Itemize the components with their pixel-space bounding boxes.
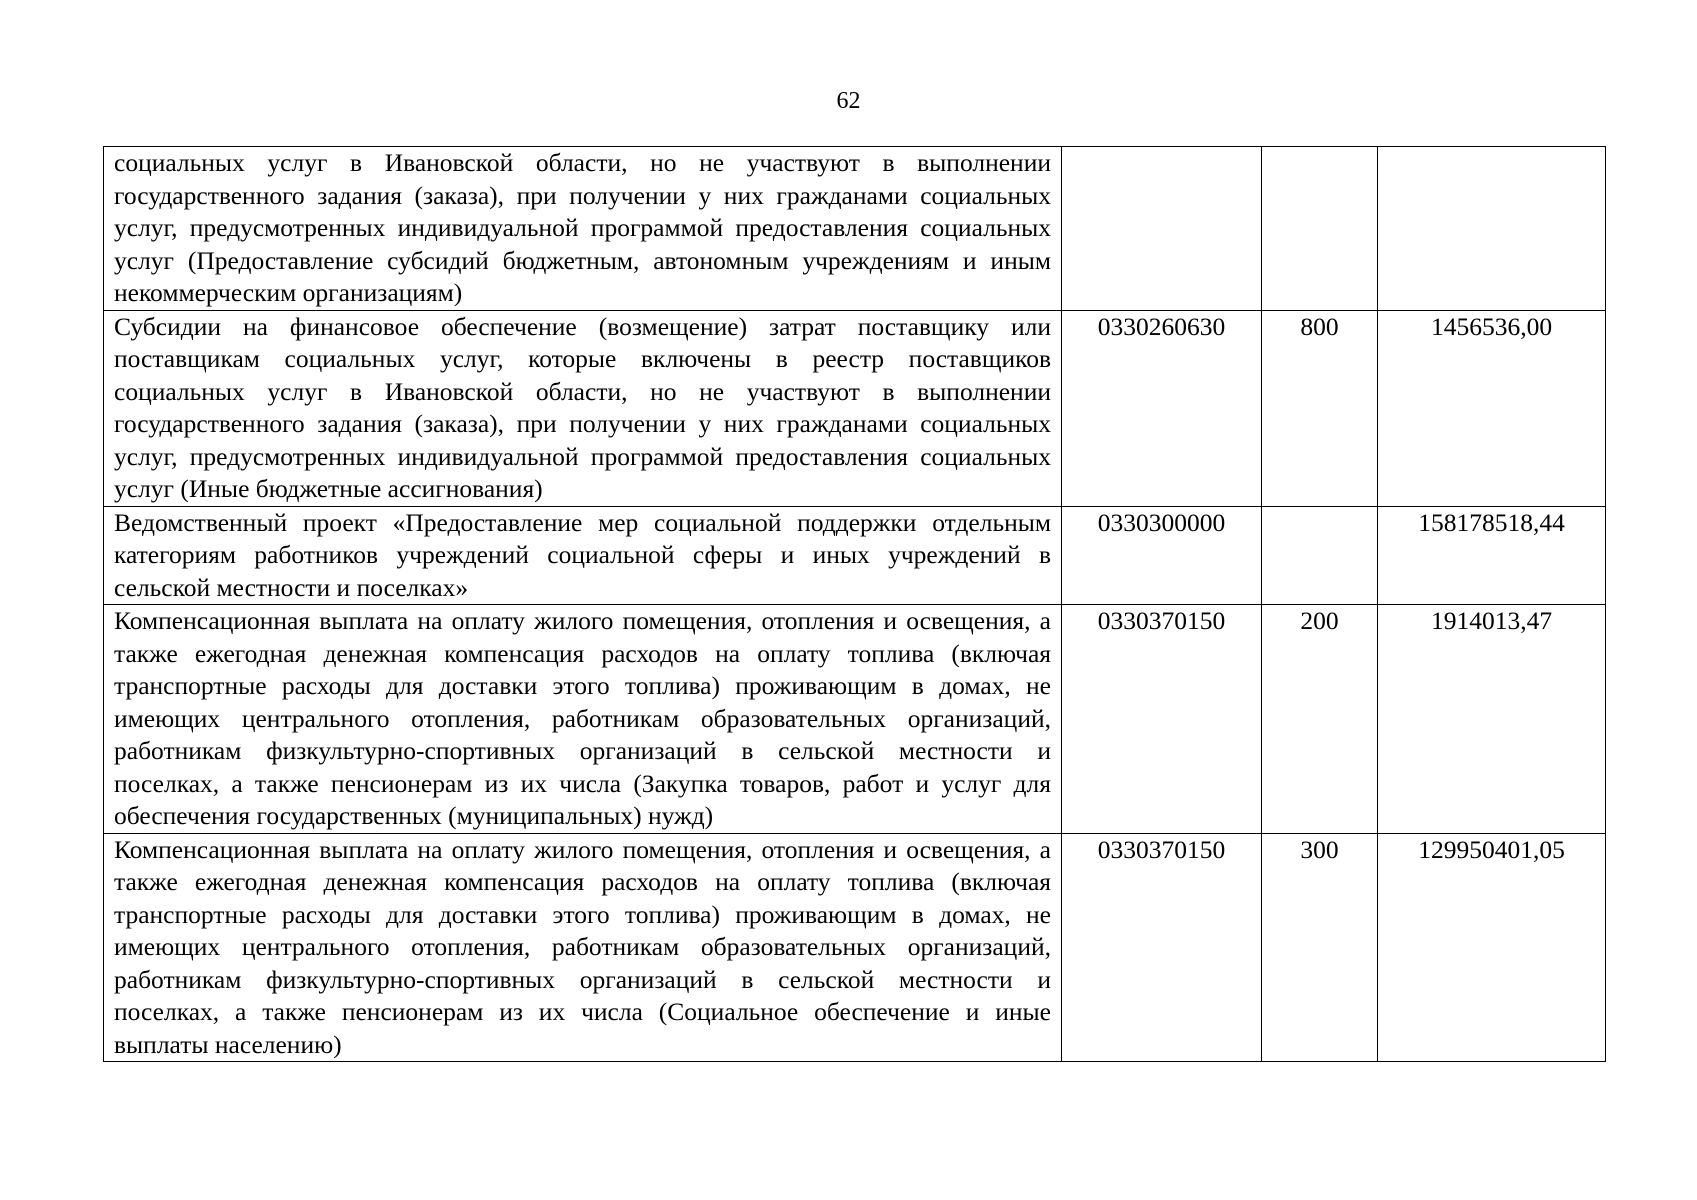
row-amount: 1456536,00	[1378, 310, 1606, 506]
row-amount	[1378, 147, 1606, 311]
row-code: 0330370150	[1062, 833, 1262, 1062]
row-expense-type: 800	[1262, 310, 1378, 506]
row-description: социальных услуг в Ивановской области, но не участвуют в выполнении государственного задания (заказа), при получении у них гражданами социальных услуг, предусмотренных индивидуальной программой предоставления социальных услуг (Предоставление субсидий бюджетным, автономным учреждениям и иным некоммерческим организациям)	[104, 147, 1062, 311]
table-row	[104, 833, 1606, 1062]
row-amount: 1914013,47	[1378, 605, 1606, 834]
row-amount: 129950401,05	[1378, 833, 1606, 1062]
budget-table	[103, 146, 1606, 1062]
row-expense-type: 200	[1262, 605, 1378, 834]
page-number: 62	[836, 88, 861, 114]
row-expense-type	[1262, 506, 1378, 605]
table-row	[104, 147, 1606, 311]
table-row	[104, 506, 1606, 605]
table-row	[104, 605, 1606, 834]
row-description: Компенсационная выплата на оплату жилого помещения, отопления и освещения, а также ежегодная денежная компенсация расходов на оплату топлива (включая транспортные расходы для доставки этого топлива) проживающим в домах, не имеющих центрального отопления, работникам образовательных организаций, работникам физкультурно-спортивных организаций в сельской местности и поселках, а также пенсионерам из их числа (Социальное обеспечение и иные выплаты населению)	[104, 833, 1062, 1062]
row-amount: 158178518,44	[1378, 506, 1606, 605]
row-description: Ведомственный проект «Предоставление мер социальной поддержки отдельным категориям работников учреждений социальной сферы и иных учреждений в сельской местности и поселках»	[104, 506, 1062, 605]
row-description: Компенсационная выплата на оплату жилого помещения, отопления и освещения, а также ежегодная денежная компенсация расходов на оплату топлива (включая транспортные расходы для доставки этого топлива) проживающим в домах, не имеющих центрального отопления, работникам образовательных организаций, работникам физкультурно-спортивных организаций в сельской местности и поселках, а также пенсионерам из их числа (Закупка товаров, работ и услуг для обеспечения государственных (муниципальных) нужд)	[104, 605, 1062, 834]
row-expense-type: 300	[1262, 833, 1378, 1062]
row-expense-type	[1262, 147, 1378, 311]
row-code: 0330260630	[1062, 310, 1262, 506]
row-code: 0330370150	[1062, 605, 1262, 834]
table-row	[104, 310, 1606, 506]
row-code	[1062, 147, 1262, 311]
row-code: 0330300000	[1062, 506, 1262, 605]
row-description: Субсидии на финансовое обеспечение (возмещение) затрат поставщику или поставщикам социальных услуг, которые включены в реестр поставщиков социальных услуг в Ивановской области, но не участвуют в выполнении государственного задания (заказа), при получении у них гражданами социальных услуг, предусмотренных индивидуальной программой предоставления социальных услуг (Иные бюджетные ассигнования)	[104, 310, 1062, 506]
